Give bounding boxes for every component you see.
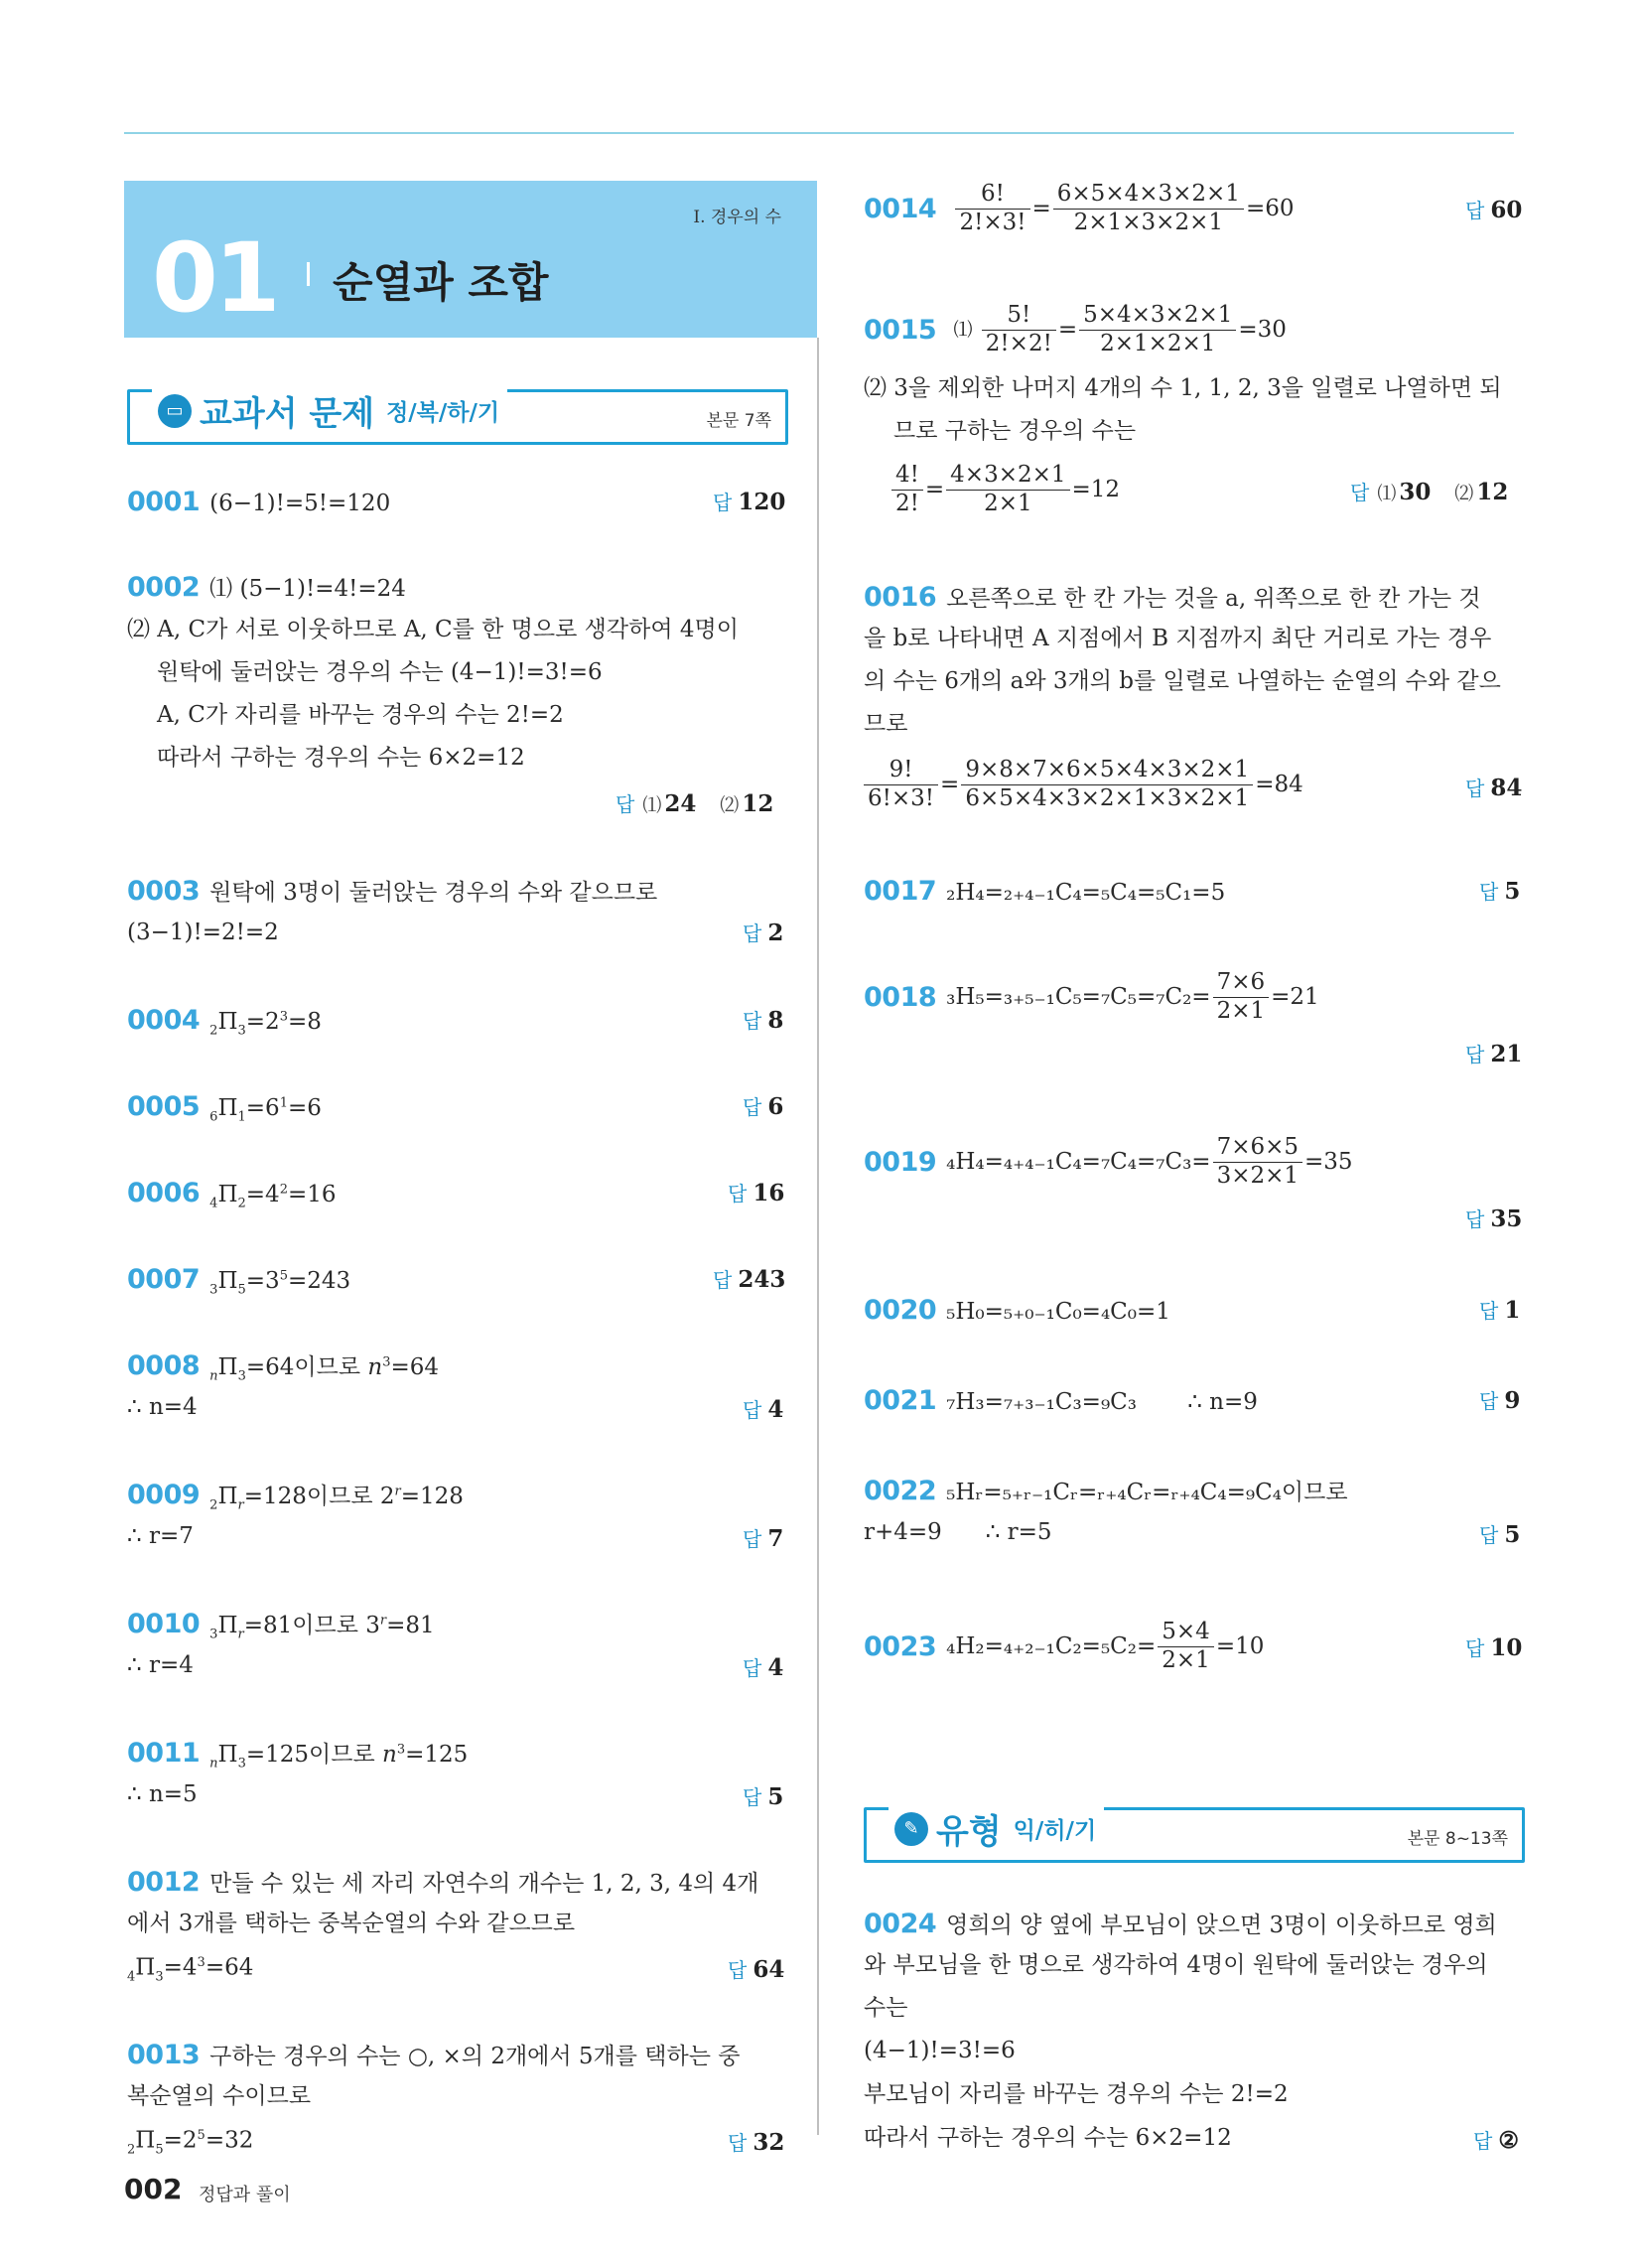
section-title: 교과서 문제 bbox=[200, 394, 375, 434]
problem-0020: 0020 ₅H₀=₅₊₀₋₁C₀=₄C₀=1 bbox=[864, 1295, 1170, 1326]
problem-0018: 0018 ₃H₅=₃₊₅₋₁C₅=₇C₅=₇C₂= $\frac{7\times 6}{2\times 1}$ =21 bbox=[864, 969, 1319, 1024]
section-page-ref: 본문 7쪽 bbox=[706, 411, 771, 431]
problem-0013: 0013 구하는 경우의 수는 ○, ×의 2개에서 5개를 택하는 중 bbox=[127, 2040, 741, 2070]
section-subtitle: 정/복/하/기 bbox=[386, 400, 500, 426]
problem-0001 bbox=[127, 489, 390, 515]
problem-0010-line2: ∴ r=4 bbox=[127, 1652, 194, 1678]
answer-0007: 답 243 bbox=[713, 1266, 786, 1293]
problem-0016-line2: 을 b로 나타내면 A 지점에서 B 지점까지 최단 거리로 가는 경우 bbox=[864, 626, 1492, 651]
problem-0002-line2: ⑵ A, C가 서로 이웃하므로 A, C를 한 명으로 생각하여 4명이 bbox=[127, 617, 739, 642]
problem-0024: 0024 영희의 양 옆에 부모님이 앉으면 3명이 이웃하므로 영희 bbox=[864, 1909, 1497, 1939]
problem-number: 0002 bbox=[127, 572, 201, 603]
answer-0021: 답 9 bbox=[1479, 1387, 1521, 1414]
problem-0006: 0006 $_4\Pi_2=4^2=16$ bbox=[127, 1178, 337, 1211]
problem-0015: 0015 ⑴ $\frac{5!}{2!\times 2!}$ = $\frac{5\times 4\times 3\times 2\times 1}{2\times 1\times 2\times 1}$ =30 bbox=[864, 302, 1287, 356]
answer-0006: 답 16 bbox=[728, 1180, 785, 1206]
problem-0004: 0004 $_2\Pi_3=2^3=8$ bbox=[127, 1005, 322, 1039]
problem-0024-line6: 따라서 구하는 경우의 수는 6×2=12 bbox=[864, 2125, 1232, 2151]
answer-0003: 답 2 bbox=[743, 920, 784, 946]
problem-0012: 0012 만들 수 있는 세 자리 자연수의 개수는 1, 2, 3, 4의 4개 bbox=[127, 1867, 759, 1898]
problem-0012-line2: 에서 3개를 택하는 중복순열의 수와 같으므로 bbox=[127, 1911, 576, 1936]
problem-0009: 0009 $_2\Pi_r=128$이므로 $2^r=128$ bbox=[127, 1480, 464, 1513]
section-subtitle: 익/히/기 bbox=[1013, 1818, 1097, 1844]
answer-0014: 답 60 bbox=[1465, 197, 1523, 223]
book-icon: ▭ bbox=[158, 394, 192, 428]
problem-0002-line5: 따라서 구하는 경우의 수는 6×2=12 bbox=[157, 745, 525, 771]
top-rule bbox=[124, 132, 1514, 134]
answer-0020: 답 1 bbox=[1479, 1297, 1521, 1324]
problem-0012-line3: $_4\Pi_3=4^3=64$ bbox=[127, 1954, 254, 1985]
chapter-title: 순열과 조합 bbox=[333, 258, 549, 307]
page-number: 002 bbox=[124, 2173, 183, 2205]
pencil-icon: ✎ bbox=[894, 1812, 928, 1846]
problem-0011: 0011 $_n\Pi_3=125$이므로 $n^3=125$ bbox=[127, 1738, 469, 1772]
answer-0009: 답 7 bbox=[743, 1525, 784, 1552]
answer-0019: 답 35 bbox=[1465, 1205, 1523, 1232]
chapter-number: 01 bbox=[152, 222, 277, 334]
answer-0013: 답 32 bbox=[728, 2129, 785, 2156]
problem-0003: 0003 원탁에 3명이 둘러앉는 경우의 수와 같으므로 bbox=[127, 876, 658, 907]
problem-0019: 0019 ₄H₄=₄₊₄₋₁C₄=₇C₄=₇C₃= $\frac{7\times 6\times 5}{3\times 2\times 1}$ =35 bbox=[864, 1134, 1353, 1189]
problem-0015-line4: $\frac{4!}{2!}$ = $\frac{4\times 3\times 2\times 1}{2\times 1}$ =12 bbox=[889, 462, 1120, 517]
column-divider bbox=[817, 338, 819, 2135]
problem-0013-line2: 복순열의 수이므로 bbox=[127, 2083, 312, 2109]
answer-0010: 답 4 bbox=[743, 1654, 784, 1681]
problem-0002-line3: 원탁에 둘러앉는 경우의 수는 (4−1)!=3!=6 bbox=[157, 659, 603, 685]
problem-0024-line3: 수는 bbox=[864, 1995, 908, 2021]
problem-0016: 0016 오른쪽으로 한 칸 가는 것을 a, 위쪽으로 한 칸 가는 것 bbox=[864, 582, 1481, 613]
problem-0017: 0017 ₂H₄=₂₊₄₋₁C₄=₅C₄=₅C₁=5 bbox=[864, 876, 1226, 907]
problem-0009-line2: ∴ r=7 bbox=[127, 1523, 194, 1549]
problem-0010: 0010 $_3\Pi_r=81$이므로 $3^r=81$ bbox=[127, 1609, 435, 1642]
problem-0015-line2: ⑵ 3을 제외한 나머지 4개의 수 1, 1, 2, 3을 일렬로 나열하면 되 bbox=[864, 375, 1502, 401]
problem-0013-line3: $_2\Pi_5=2^5=32$ bbox=[127, 2127, 254, 2158]
problem-0011-line2: ∴ n=5 bbox=[127, 1781, 198, 1807]
problem-0008-line2: ∴ n=4 bbox=[127, 1394, 198, 1420]
problem-0002-line4: A, C가 자리를 바꾸는 경우의 수는 2!=2 bbox=[157, 702, 564, 728]
answer-0011: 답 5 bbox=[743, 1783, 784, 1810]
answer-0022: 답 5 bbox=[1479, 1521, 1521, 1548]
problem-0015-line3: 므로 구하는 경우의 수는 bbox=[893, 418, 1137, 444]
problem-0024-line4: (4−1)!=3!=6 bbox=[864, 2038, 1016, 2063]
chapter-header bbox=[124, 181, 817, 338]
problem-text: (6−1)!=5!=120 bbox=[209, 491, 391, 516]
chapter-label: I. 경우의 수 bbox=[693, 208, 781, 227]
problem-0016-line4: 므로 bbox=[864, 711, 908, 737]
problem-0008: 0008 $_n\Pi_3=64$이므로 $n^3=64$ bbox=[127, 1350, 440, 1384]
problem-0014: 0014 $\frac{6!}{2!\times 3!}$ = $\frac{6\times 5\times 4\times 3\times 2\times 1}{2\times 1\times 3\times 2\times 1}$ =60 bbox=[864, 181, 1295, 235]
section-title: 유형 bbox=[936, 1812, 1002, 1852]
section-header-textbook bbox=[127, 389, 788, 445]
answer-0012: 답 64 bbox=[728, 1956, 785, 1983]
answer-0016: 답 84 bbox=[1465, 775, 1523, 801]
problem-number: 0001 bbox=[127, 487, 201, 517]
answer-0023: 답 10 bbox=[1465, 1634, 1523, 1661]
section-header-types bbox=[864, 1807, 1525, 1863]
answer-0024: 답 ② bbox=[1473, 2127, 1519, 2154]
problem-0016-line5: $\frac{9!}{6!\times 3!}$ = $\frac{9\times 8\times 7\times 6\times 5\times 4\times 3\times 2\times 1}{6\times 5\times 4\times 3\times 2\times 1\times 3\times 2\times 1}$ =84 bbox=[862, 757, 1303, 812]
problem-0022-line2: r+4=9 ∴ r=5 bbox=[864, 1519, 1052, 1545]
answer-0002: 답 ⑴ 24 ⑵ 12 bbox=[616, 790, 774, 817]
problem-0016-line3: 의 수는 6개의 a와 3개의 b를 일렬로 나열하는 순열의 수와 같으 bbox=[864, 668, 1501, 694]
answer-0017: 답 5 bbox=[1479, 878, 1521, 905]
answer-0008: 답 4 bbox=[743, 1396, 784, 1423]
chapter-divider bbox=[307, 262, 310, 286]
section-page-ref: 본문 8~13쪽 bbox=[1407, 1829, 1508, 1849]
answer-0005: 답 6 bbox=[743, 1093, 784, 1120]
problem-0003-line2: (3−1)!=2!=2 bbox=[127, 920, 279, 945]
answer-0001: 답 120 bbox=[713, 489, 786, 515]
answer-0015: 답 ⑴ 30 ⑵ 12 bbox=[1350, 479, 1509, 505]
problem-0002: 0002 ⑴ (5−1)!=4!=24 bbox=[127, 572, 406, 603]
footer-text: 정답과 풀이 bbox=[199, 2185, 291, 2205]
problem-0007: 0007 $_3\Pi_5=3^5=243$ bbox=[127, 1264, 351, 1298]
answer-0018: 답 21 bbox=[1465, 1041, 1523, 1067]
problem-0024-line5: 부모님이 자리를 바꾸는 경우의 수는 2!=2 bbox=[864, 2081, 1289, 2107]
problem-0021: 0021 ₇H₃=₇₊₃₋₁C₃=₉C₃ ∴ n=9 bbox=[864, 1385, 1258, 1416]
problem-0023: 0023 ₄H₂=₄₊₂₋₁C₂=₅C₂= $\frac{5\times 4}{2\times 1}$ =10 bbox=[864, 1619, 1265, 1673]
problem-0005: 0005 $_6\Pi_1=6^1=6$ bbox=[127, 1091, 322, 1125]
answer-0004: 답 8 bbox=[743, 1007, 784, 1034]
problem-0024-line2: 와 부모님을 한 명으로 생각하여 4명이 원탁에 둘러앉는 경우의 bbox=[864, 1952, 1488, 1978]
problem-0022: 0022 ₅Hᵣ=₅₊ᵣ₋₁Cᵣ=ᵣ₊₄Cᵣ=ᵣ₊₄C₄=₉C₄이므로 bbox=[864, 1476, 1348, 1506]
